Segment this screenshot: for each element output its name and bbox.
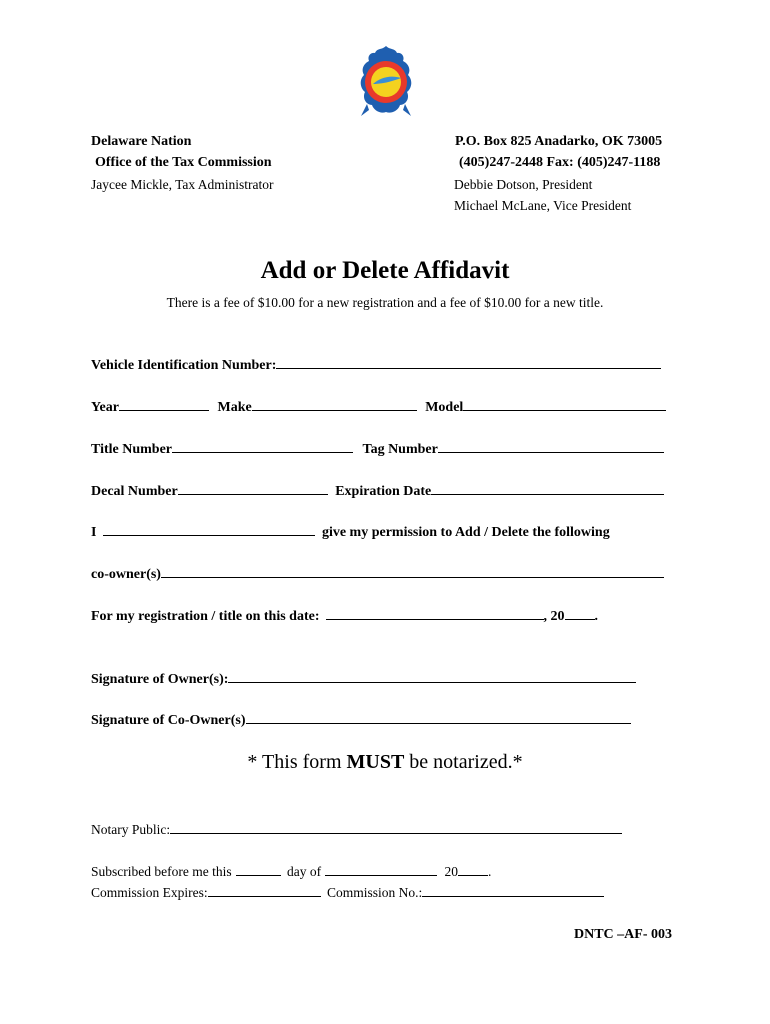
- header-administrator: Jaycee Mickle, Tax Administrator: [91, 177, 274, 192]
- commission-no-field[interactable]: [422, 884, 604, 897]
- vin-field[interactable]: [276, 356, 661, 369]
- notary-year-suffix: .: [487, 864, 492, 879]
- decal-number-label: Decal Number: [91, 484, 178, 499]
- notarized-prefix: * This form: [247, 751, 347, 773]
- notarized-notice: [0, 751, 770, 774]
- owner-name-field[interactable]: [103, 523, 315, 536]
- signature-owner-row: [91, 670, 636, 688]
- header-president: Debbie Dotson, President: [454, 177, 593, 192]
- signature-coowner-row: [91, 711, 631, 729]
- header-org-name: Delaware Nation: [91, 134, 192, 149]
- decal-expiration-row: [91, 482, 664, 500]
- day-of-label: day of: [286, 864, 322, 879]
- date-suffix: .: [594, 609, 599, 624]
- i-label: I: [91, 525, 97, 540]
- vin-label: Vehicle Identification Number:: [91, 358, 277, 373]
- subscribed-month-field[interactable]: [325, 863, 437, 876]
- signature-coowner-field[interactable]: [246, 711, 631, 724]
- date-row: [91, 607, 598, 625]
- date-label: For my registration / title on this date:: [91, 609, 320, 624]
- title-number-label: Title Number: [91, 442, 173, 457]
- notarized-suffix: be notarized.*: [404, 751, 523, 773]
- tag-number-field[interactable]: [438, 440, 664, 453]
- header-address: P.O. Box 825 Anadarko, OK 73005: [455, 134, 663, 149]
- decal-number-field[interactable]: [178, 482, 328, 495]
- signature-owner-field[interactable]: [228, 670, 636, 683]
- year-field[interactable]: [119, 398, 209, 411]
- subscribed-day-field[interactable]: [236, 863, 281, 876]
- notary-public-row: [91, 821, 622, 838]
- header-phone-fax: (405)247-2448 Fax: (405)247-1188: [459, 155, 661, 170]
- date-field[interactable]: [326, 607, 544, 620]
- commission-no-label: Commission No.:: [327, 885, 423, 900]
- coowner-label: co-owner(s): [91, 567, 161, 582]
- tag-number-label: Tag Number: [362, 442, 438, 457]
- coowner-field[interactable]: [161, 565, 664, 578]
- subscribed-label: Subscribed before me this: [91, 864, 232, 879]
- notary-year-prefix: 20: [444, 864, 458, 879]
- expiration-date-label: Expiration Date: [335, 484, 432, 499]
- make-field[interactable]: [252, 398, 417, 411]
- date-year-field[interactable]: [565, 607, 595, 620]
- fee-notice: There is a fee of $10.00 for a new registration and a fee of $10.00 for a new title.: [166, 295, 604, 310]
- subscribed-year-field[interactable]: [458, 863, 488, 876]
- make-label: Make: [217, 400, 252, 415]
- title-number-field[interactable]: [172, 440, 353, 453]
- year-label: Year: [91, 400, 119, 415]
- notary-public-field[interactable]: [170, 821, 622, 834]
- title-tag-row: [91, 440, 664, 458]
- permission-row: [91, 523, 610, 541]
- commission-expires-label: Commission Expires:: [91, 885, 208, 900]
- signature-owner-label: Signature of Owner(s):: [91, 672, 229, 687]
- commission-expires-field[interactable]: [208, 884, 321, 897]
- model-field[interactable]: [463, 398, 666, 411]
- signature-coowner-label: Signature of Co-Owner(s): [91, 713, 246, 728]
- page-title: Add or Delete Affidavit: [260, 257, 510, 284]
- vin-row: [91, 356, 661, 374]
- commission-row: [91, 884, 604, 901]
- date-year-prefix: , 20: [543, 609, 565, 624]
- subscribed-row: [91, 863, 491, 880]
- header-office: Office of the Tax Commission: [95, 155, 272, 170]
- form-code: DNTC –AF- 003: [574, 927, 672, 942]
- model-label: Model: [425, 400, 464, 415]
- coowner-row: [91, 565, 664, 583]
- notary-public-label: Notary Public:: [91, 822, 171, 837]
- expiration-date-field[interactable]: [431, 482, 664, 495]
- delaware-nation-seal-icon: [355, 44, 417, 118]
- permission-text: give my permission to Add / Delete the following: [321, 525, 610, 540]
- year-make-model-row: [91, 398, 666, 416]
- notarized-emphasis: MUST: [346, 751, 405, 773]
- header-vice-president: Michael McLane, Vice President: [454, 198, 632, 213]
